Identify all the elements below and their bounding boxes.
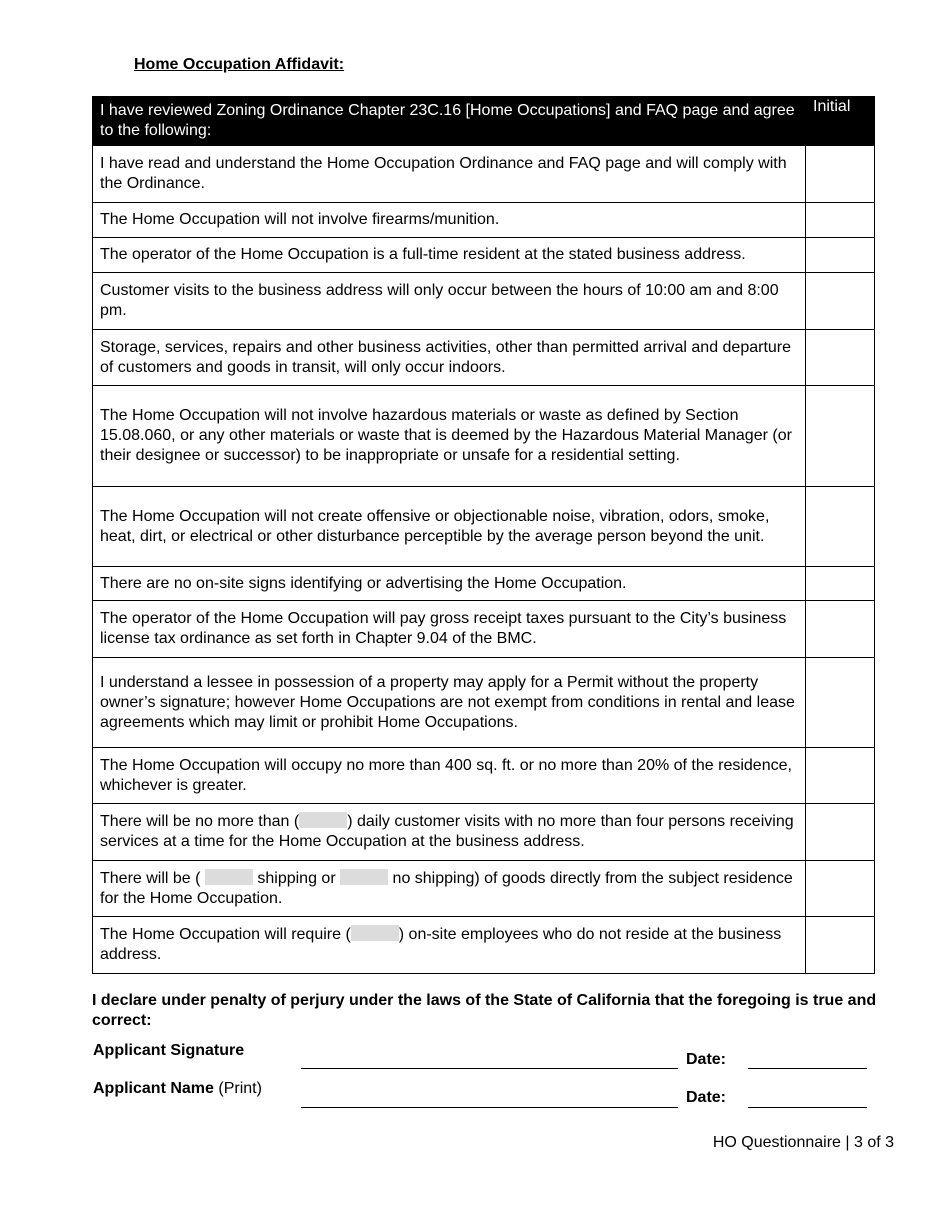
applicant-signature-line[interactable] (301, 1068, 678, 1069)
visits-count-field[interactable] (299, 812, 347, 828)
shipping-text-middle: shipping or (252, 869, 341, 887)
row-statement: I have read and understand the Home Occupation Ordinance and FAQ page and will comply with the Ordinance. (93, 146, 806, 203)
header-statement: I have reviewed Zoning Ordinance Chapter 23C.16 [Home Occupations] and FAQ page and agree to the following: (93, 97, 806, 146)
applicant-name-label: Applicant Name (93, 1080, 214, 1097)
row-statement: Customer visits to the business address will only occur between the hours of 10:00 am and 8:00 pm. (93, 273, 806, 330)
row-statement-shipping (93, 861, 806, 917)
table-row (93, 804, 875, 861)
initial-cell[interactable] (806, 330, 875, 386)
employees-text-before: The Home Occupation will require ( (100, 926, 351, 943)
table-row (93, 861, 875, 917)
applicant-signature-label: Applicant Signature (93, 1042, 245, 1059)
initial-cell[interactable] (806, 658, 875, 748)
table-row (93, 601, 875, 658)
initial-cell[interactable] (806, 238, 875, 273)
header-initial: Initial (806, 97, 875, 146)
employees-count-field[interactable] (351, 925, 399, 941)
table-row (93, 487, 875, 567)
declaration-text: I declare under penalty of perjury under the laws of the State of California that the foregoing is true and correct: (92, 992, 877, 1029)
applicant-name-suffix: (Print) (218, 1080, 262, 1097)
row-statement: There are no on-site signs identifying or advertising the Home Occupation. (93, 567, 806, 601)
table-row (93, 330, 875, 386)
page-title: Home Occupation Affidavit: (134, 56, 345, 73)
row-statement: The Home Occupation will not involve firearms/munition. (93, 203, 806, 238)
table-row (93, 917, 875, 974)
row-statement: The Home Occupation will occupy no more than 400 sq. ft. or no more than 20% of the residence, whichever is greater. (93, 748, 806, 804)
signature-date-label: Date: (686, 1051, 727, 1068)
initial-cell[interactable] (806, 567, 875, 601)
row-statement-employees (93, 917, 806, 974)
initial-cell[interactable] (806, 273, 875, 330)
row-statement: I understand a lessee in possession of a property may apply for a Permit without the property owner’s signature; however Home Occupations are not exempt from conditions in rental and lease agreements which may limit or prohibit Home Occupations. (93, 658, 806, 748)
initial-cell[interactable] (806, 487, 875, 567)
name-date-label: Date: (686, 1089, 727, 1106)
name-date-line[interactable] (748, 1107, 867, 1108)
row-statement: The Home Occupation will not create offensive or objectionable noise, vibration, odors, smoke, heat, dirt, or electrical or other disturbance perceptible by the average person beyond the unit. (93, 487, 806, 567)
signature-date-line[interactable] (748, 1068, 867, 1069)
table-row (93, 273, 875, 330)
table-row (93, 748, 875, 804)
table-row (93, 658, 875, 748)
row-statement: The operator of the Home Occupation will pay gross receipt taxes pursuant to the City’s business license tax ordinance as set forth in Chapter 9.04 of the BMC. (93, 601, 806, 658)
page-footer: HO Questionnaire | 3 of 3 (712, 1134, 894, 1151)
visits-text-before: There will be no more than ( (100, 813, 300, 830)
table-row (93, 238, 875, 273)
row-statement: Storage, services, repairs and other business activities, other than permitted arrival and departure of customers and goods in transit, will only occur indoors. (93, 330, 806, 386)
table-row (93, 386, 875, 487)
initial-cell[interactable] (806, 804, 875, 861)
table-row (93, 146, 875, 203)
table-row (93, 567, 875, 601)
applicant-name-label-group (93, 1080, 262, 1098)
initial-cell[interactable] (806, 386, 875, 487)
row-statement-visits (93, 804, 806, 861)
initial-cell[interactable] (806, 146, 875, 203)
row-statement: The operator of the Home Occupation is a full-time resident at the stated business address. (93, 238, 806, 273)
employees-text-after: ) on-site employees who do not reside at the business address. (100, 926, 782, 963)
visits-text-after: ) daily customer visits with no more than four persons receiving services at a time for the Home Occupation at the business address. (100, 813, 794, 850)
applicant-name-line[interactable] (301, 1107, 678, 1108)
shipping-field[interactable] (205, 869, 253, 885)
initial-cell[interactable] (806, 917, 875, 974)
table-row (93, 203, 875, 238)
affidavit-table (92, 96, 875, 974)
initial-cell[interactable] (806, 601, 875, 658)
initial-cell[interactable] (806, 748, 875, 804)
shipping-text-after: no shipping) of goods directly from the subject residence for the Home Occupation. (100, 869, 793, 907)
shipping-text-before: There will be ( (100, 869, 205, 887)
initial-cell[interactable] (806, 861, 875, 917)
initial-cell[interactable] (806, 203, 875, 238)
row-statement: The Home Occupation will not involve hazardous materials or waste as defined by Section 15.08.060, or any other materials or waste that is deemed by the Hazardous Material Manager (or their designee or successor) to be inappropriate or unsafe for a residential setting. (93, 386, 806, 487)
no-shipping-field[interactable] (340, 869, 388, 885)
table-header (93, 97, 875, 146)
